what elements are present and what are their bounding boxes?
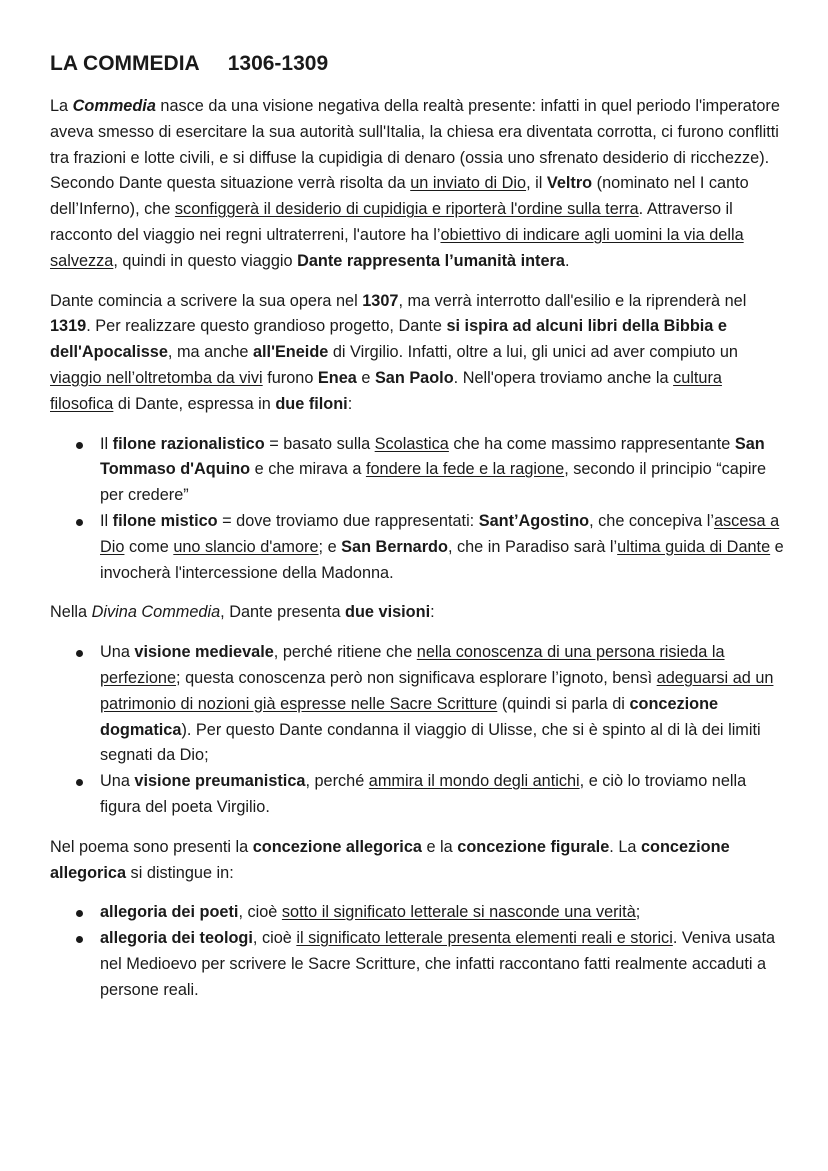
list-item: allegoria dei poeti, cioè sotto il significato letterale si nasconde una verità;: [100, 900, 785, 926]
list-item: Una visione medievale, perché ritiene che nella conoscenza di una persona risieda la perfezione; questa conoscenza però non significava esplorare l’ignoto, bensì adeguarsi ad un patrimonio di nozioni già espresse nelle Sacre Scritture (quindi si parla di concezione dogmatica). Per questo Dante condanna il viaggio di Ulisse, che si è spinto al di là dei limiti segnati da Dio;: [100, 640, 785, 769]
list-item: allegoria dei teologi, cioè il significato letterale presenta elementi reali e storici. Veniva usata nel Medioevo per scrivere le Sacre Scritture, che infatti raccontano fatti realmente accaduti a persone reali.: [100, 926, 785, 1003]
paragraph-sources: Dante comincia a scrivere la sua opera nel 1307, ma verrà interrotto dall'esilio e la riprenderà nel 1319. Per realizzare questo grandioso progetto, Dante si ispira ad alcuni libri della Bibbia e dell'Apocalisse, ma anche all'Eneide di Virgilio. Infatti, oltre a lui, gli unici ad aver compiuto un viaggio nell’oltretomba da vivi furono Enea e San Paolo. Nell'opera troviamo anche la cultura filosofica di Dante, espressa in due filoni:: [50, 291, 747, 413]
underline-text: nella conoscenza di una persona risieda la perfezione: [100, 643, 725, 687]
title-main: LA COMMEDIA: [50, 52, 200, 75]
bold-text: due filoni: [275, 394, 348, 413]
underline-text: ascesa a Dio: [100, 511, 780, 556]
bold-text: due visioni: [345, 603, 431, 622]
bold-text: all'Eneide: [252, 343, 329, 362]
list-item: Il filone razionalistico = basato sulla Scolastica che ha come massimo rappresentante San Tommaso d'Aquino e che mirava a fondere la fede e la ragione, secondo il principio “capire per credere”: [100, 432, 785, 509]
bold-text: allegoria dei poeti: [100, 903, 239, 922]
bullet-list-filoni: [50, 432, 785, 587]
underline-text: il significato letterale presenta elementi reali e storici: [296, 929, 673, 948]
underline-text: viaggio nell’oltretomba da vivi: [50, 368, 263, 387]
underline-text: adeguarsi ad un patrimonio di nozioni già espresse nelle Sacre Scritture: [100, 668, 774, 713]
bold-text: Dante rappresenta l’umanità intera: [297, 251, 565, 270]
emphasis-commedia: Commedia: [72, 97, 156, 115]
underline-text: Scolastica: [374, 434, 449, 453]
bold-text: visione preumanistica: [134, 772, 306, 791]
bold-text: 1319: [50, 317, 87, 336]
document-page: [50, 52, 785, 1018]
bold-text: si ispira ad alcuni libri della Bibbia e dell'Apocalisse: [50, 317, 727, 362]
underline-text: un inviato di Dio: [410, 174, 527, 193]
bold-text: filone razionalistico: [112, 434, 265, 453]
bold-text: San Bernardo: [341, 537, 448, 556]
underline-text: sotto il significato letterale si nasconde una verità: [281, 903, 636, 922]
bold-text: San Tommaso d'Aquino: [100, 434, 765, 479]
bold-text: visione medievale: [134, 643, 274, 662]
paragraph-intro: La Commedia nasce da una visione negativa della realtà presente: infatti in quel periodo l'imperatore aveva smesso di esercitare la sua autorità sull'Italia, la chiesa era diventata corrotta, ci furono conflitti tra frazioni e lotte civili, e si diffuse la cupidigia di denaro (ossia uno sfrenato desiderio di ricchezze). Secondo Dante questa situazione verrà risolta da un inviato di Dio, il Veltro (nominato nel I canto dell’Inferno), che sconfiggerà il desiderio di cupidigia e riporterà l'ordine sulla terra. Attraverso il racconto del viaggio nei regni ultraterreni, l'autore ha l’obiettivo di indicare agli uomini la via della salvezza, quindi in questo viaggio Dante rappresenta l’umanità intera.: [50, 97, 780, 270]
underline-text: obiettivo di indicare agli uomini la via della salvezza: [50, 225, 744, 270]
list-item: Il filone mistico = dove troviamo due rappresentati: Sant’Agostino, che concepiva l’ascesa a Dio come uno slancio d'amore; e San Bernardo, che in Paradiso sarà l’ultima guida di Dante e invocherà l'intercessione della Madonna.: [100, 509, 785, 586]
list-item: Una visione preumanistica, perché ammira il mondo degli antichi, e ciò lo troviamo nella figura del poeta Virgilio.: [100, 769, 785, 821]
bold-text: Enea: [317, 368, 357, 387]
bold-text: allegoria dei teologi: [100, 929, 253, 948]
underline-text: ammira il mondo degli antichi: [368, 772, 580, 791]
bold-text: concezione dogmatica: [100, 694, 719, 739]
bold-text: San Paolo: [374, 368, 454, 387]
underline-text: uno slancio d'amore: [173, 537, 319, 556]
underline-text: ultima guida di Dante: [617, 537, 771, 556]
page-title: [50, 52, 785, 76]
title-years: 1306-1309: [227, 52, 329, 75]
underline-text: cultura filosofica: [50, 368, 722, 413]
underline-text: fondere la fede e la ragione: [365, 460, 565, 479]
bold-text: concezione allegorica: [252, 837, 422, 856]
underline-text: sconfiggerà il desiderio di cupidigia e riporterà l'ordine sulla terra: [174, 200, 639, 219]
bold-text: filone mistico: [112, 511, 218, 530]
italic-text: Divina Commedia: [91, 603, 221, 622]
bold-text: Sant’Agostino: [478, 511, 590, 530]
bold-text: Veltro: [546, 174, 593, 193]
paragraph-allegoria: Nel poema sono presenti la concezione allegorica e la concezione figurale. La concezione allegorica si distingue in:: [50, 837, 730, 882]
bold-text: concezione figurale: [457, 837, 610, 856]
bullet-list-visioni: [50, 640, 785, 821]
bold-text: 1307: [362, 291, 399, 310]
bold-text: concezione allegorica: [50, 837, 730, 882]
paragraph-visioni: Nella Divina Commedia, Dante presenta due visioni:: [50, 603, 435, 622]
bullet-list-allegorie: [50, 900, 785, 1003]
